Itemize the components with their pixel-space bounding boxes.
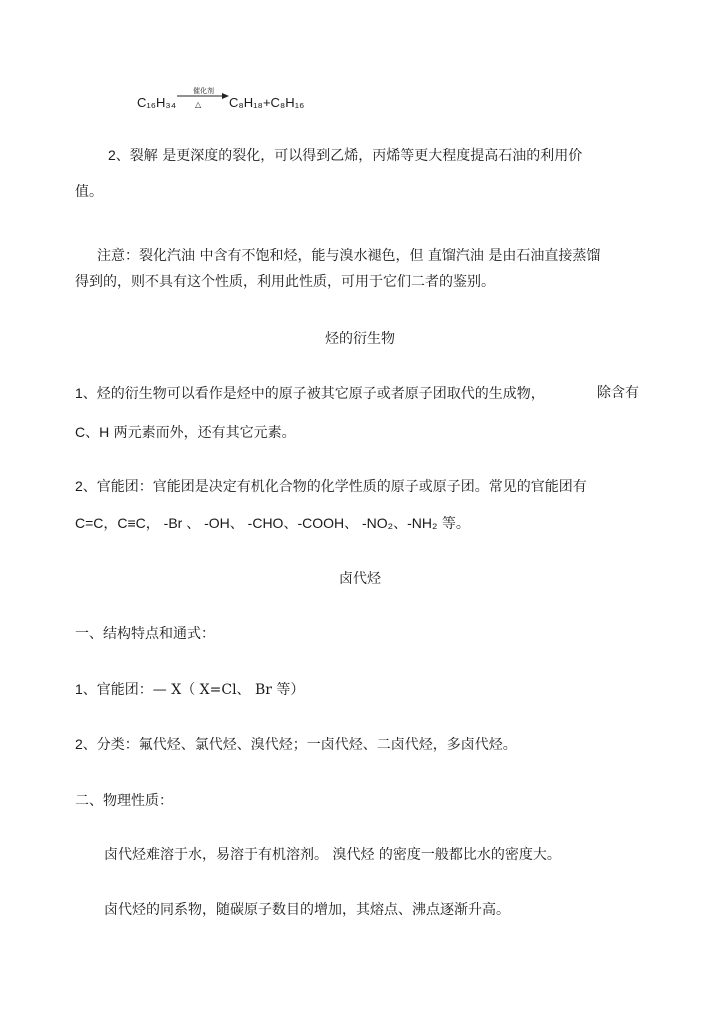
note-line-1: 注意：裂化汽油 中含有不饱和烃，能与溴水褪色，但 直馏汽油 是由石油直接蒸馏 xyxy=(97,248,601,264)
equation-reactant: C₁₆H₃₄ xyxy=(137,95,177,110)
functional-group-definition: 2、官能团：官能团是决定有机化合物的化学性质的原子或原子团。常见的官能团有 xyxy=(75,478,587,495)
cracking-equation xyxy=(137,86,357,116)
structure-item-1: 1、官能团：— X（ X=Cl、 Br 等） xyxy=(75,681,305,698)
note-line-2: 得到的，则不具有这个性质，利用此性质，可用于它们二者的鉴别。 xyxy=(75,274,495,290)
equation-catalyst-label: 催化剂 xyxy=(193,87,214,95)
reaction-arrow-icon xyxy=(177,92,229,100)
structure-item-2: 2、分类：氟代烃、氯代烃、溴代烃；一卤代烃、二卤代烃，多卤代烃。 xyxy=(75,736,517,753)
heading-hydrocarbon-derivatives: 烃的衍生物 xyxy=(325,331,395,347)
paragraph-cracking: 2、裂解 是更深度的裂化，可以得到乙烯，丙烯等更大程度提高石油的利用价 xyxy=(108,147,583,164)
paragraph-cracking-cont: 值。 xyxy=(75,184,103,200)
derivatives-definition-line-1: 1、烃的衍生物可以看作是烃中的原子被其它原子或者原子团取代的生成物， xyxy=(75,385,545,402)
section-structure-title: 一、结构特点和通式： xyxy=(75,626,215,642)
section-physical-properties-title: 二、物理性质： xyxy=(75,793,173,809)
physical-properties-para-2: 卤代烃的同系物，随碳原子数目的增加，其熔点、沸点逐渐升高。 xyxy=(104,902,510,918)
equation-heat-symbol: △ xyxy=(195,100,202,109)
physical-properties-para-1: 卤代烃难溶于水，易溶于有机溶剂。 溴代烃 的密度一般都比水的密度大。 xyxy=(104,847,561,863)
derivatives-definition-tail: 除含有 xyxy=(597,385,639,401)
derivatives-definition-line-2: C、H 两元素而外，还有其它元素。 xyxy=(75,424,296,441)
functional-group-list: C=C，C≡C， -Br 、 -OH、 -CHO、-COOH、 -NO₂、-NH₂ 等。 xyxy=(75,515,470,532)
heading-halogenated-hydrocarbons: 卤代烃 xyxy=(339,571,381,587)
equation-products: C₈H₁₈+C₈H₁₆ xyxy=(229,95,305,110)
